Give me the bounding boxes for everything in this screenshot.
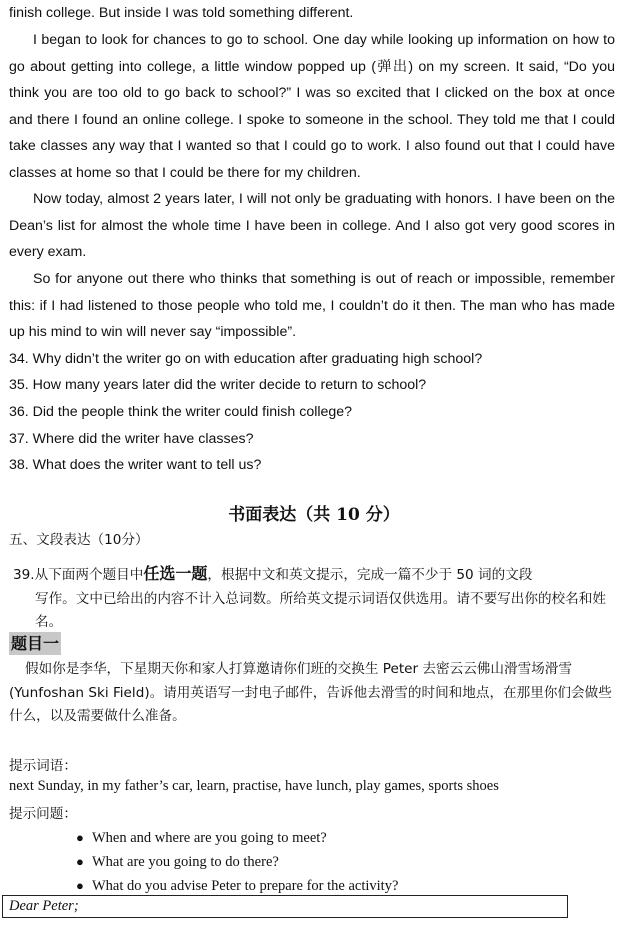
hint-question-text: When and where are you going to meet? xyxy=(92,830,327,846)
keywords-label: 提示词语： xyxy=(9,758,77,774)
answer-box[interactable] xyxy=(2,895,568,918)
question-38: 38. What does the writer want to tell us? xyxy=(9,457,262,473)
passage-paragraph-1: I began to look for chances to go to school. One day while looking up information on how to go about getting into college, a little window popped up (弹出) on my screen. It said, “Do you think you are too old to go back to school?” I was so excited that I clicked on the box at once and there I found an online college. I spoke to someone in the school. They told me that I could take classes any way that I wanted so that I could go to work. I also found out that I could have classes at home so that I could be there for my children. xyxy=(9,32,615,181)
topic-one-prompt: 假如你是李华，下星期天你和家人打算邀请你们班的交换生 Peter 去密云云佛山滑雪场滑雪(Yunfoshan Ski Field)。请用英语写一封电子邮件，告诉他去滑雪的时间和地点，在那里你们会做些什么，以及需要做什么准备。 xyxy=(9,661,612,724)
letter-salutation: Dear Peter; xyxy=(9,898,79,914)
task-39-instructions xyxy=(13,562,615,635)
passage-paragraph-2: Now today, almost 2 years later, I will not only be graduating with honors. I have been on the Dean’s list for almost the whole time I have been in college. And I also got very good scores in every exam. xyxy=(9,191,615,260)
part-heading: 五、文段表达（10分） xyxy=(9,532,149,548)
hint-question-item xyxy=(76,850,398,874)
bullet-icon: ● xyxy=(76,830,84,845)
hint-questions-list xyxy=(76,826,398,898)
hint-question-item xyxy=(76,826,398,850)
question-35: 35. How many years later did the writer decide to return to school? xyxy=(9,377,427,393)
question-34: 34. Why didn’t the writer go on with education after graduating high school? xyxy=(9,351,483,367)
passage-line-0: finish college. But inside I was told something different. xyxy=(9,5,354,21)
hint-questions-label: 提示问题： xyxy=(9,806,77,822)
task-prefix: 39.从下面两个题目中 xyxy=(13,567,144,583)
hint-question-text: What do you advise Peter to prepare for the activity? xyxy=(92,878,399,894)
bullet-icon: ● xyxy=(76,878,84,893)
bullet-icon: ● xyxy=(76,854,84,869)
topic-one-label: 题目一 xyxy=(11,634,60,653)
question-37: 37. Where did the writer have classes? xyxy=(9,431,254,447)
writing-section-title: 书面表达（共 10 分） xyxy=(228,505,400,525)
hint-question-text: What are you going to do there? xyxy=(92,854,279,870)
keywords-list: next Sunday, in my father’s car, learn, practise, have lunch, play games, sports shoes xyxy=(9,778,499,794)
task-emphasis: 任选一题 xyxy=(143,564,208,583)
question-36: 36. Did the people think the writer could finish college? xyxy=(9,404,353,420)
task-rest: 写作。文中已给出的内容不计入总词数。所给英文提示词语仅供选用。请不要写出你的校名和姓名。 xyxy=(35,590,606,630)
passage-paragraph-3: So for anyone out there who thinks that something is out of reach or impossible, remember this: if I had listened to those people who told me, I couldn’t do it then. The man who has made up his mind to win will never say “impossible”. xyxy=(9,271,615,340)
task-first-line-rest: ，根据中文和英文提示，完成一篇不少于 50 词的文段 xyxy=(207,567,533,583)
